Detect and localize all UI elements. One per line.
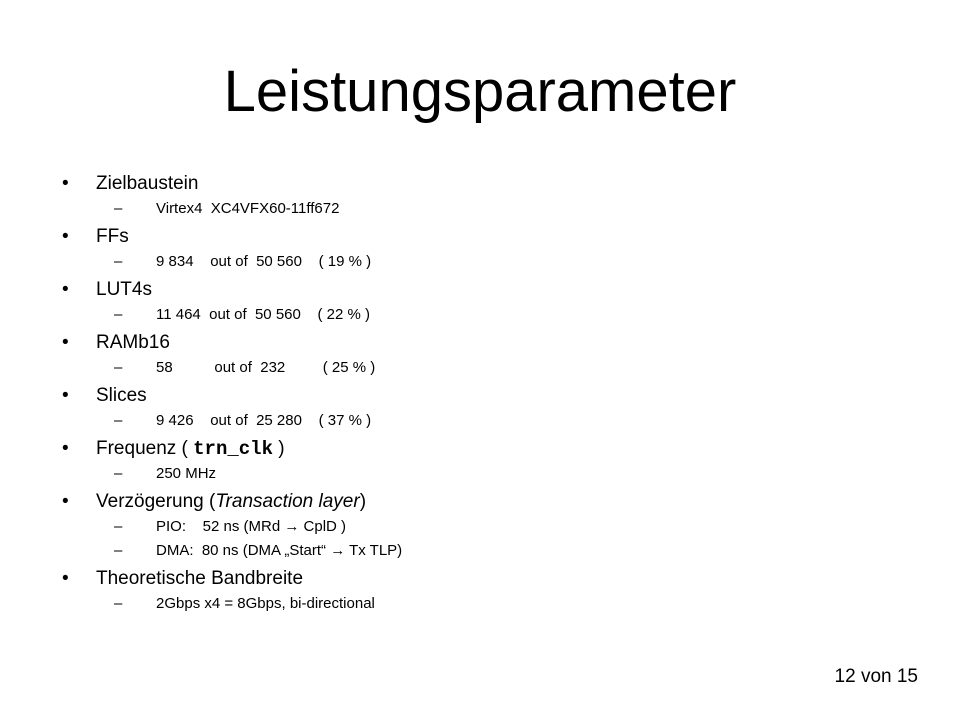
transaction-layer-label: Transaction layer: [215, 491, 360, 512]
sub-list: [96, 356, 402, 380]
bullet-label: [96, 438, 285, 459]
sub-item: – 9 426 out of 25 280 ( 37 % ): [114, 409, 402, 433]
bullet-item-verzoegerung: [62, 486, 402, 563]
bullet-item-frequenz: [62, 433, 402, 486]
sub-list: [96, 515, 402, 563]
bullet-list: [62, 168, 402, 616]
sub-item: – 58 out of 232 ( 25 % ): [114, 356, 402, 380]
bullet-label: RAMb16: [96, 332, 170, 353]
sub-list: [96, 462, 402, 486]
sub-list: [96, 409, 402, 433]
bullet-label: LUT4s: [96, 279, 152, 300]
sub-item: – DMA: 80 ns (DMA „Start“ → Tx TLP): [114, 539, 402, 563]
bullet-item-lut4s: [62, 274, 402, 327]
label-suffix: ): [359, 491, 367, 512]
bullet-label: FFs: [96, 226, 129, 247]
sub-item: – 11 464 out of 50 560 ( 22 % ): [114, 303, 402, 327]
bullet-label: Theoretische Bandbreite: [96, 568, 304, 589]
bullet-item-ramb16: [62, 327, 402, 380]
label-prefix: Verzögerung (: [96, 491, 216, 512]
label-prefix: Frequenz (: [96, 438, 194, 459]
sub-item: – 9 834 out of 50 560 ( 19 % ): [114, 250, 402, 274]
bullet-item-ffs: [62, 221, 402, 274]
bullet-label: Zielbaustein: [96, 173, 199, 194]
sub-list: [96, 303, 402, 327]
sub-list: [96, 250, 402, 274]
sub-item: – 2Gbps x4 = 8Gbps, bi-directional: [114, 592, 402, 616]
sub-item: – 250 MHz: [114, 462, 402, 486]
slide-title: Leistungsparameter: [223, 59, 737, 124]
page-number: 12 von 15: [834, 666, 918, 687]
bullet-item-zielbaustein: [62, 168, 402, 221]
label-suffix: ): [272, 438, 285, 459]
clock-signal-name: trn_clk: [193, 438, 273, 460]
sub-list: [96, 197, 402, 221]
bullet-label: [96, 491, 366, 512]
bullet-item-slices: [62, 380, 402, 433]
sub-list: [96, 592, 402, 616]
sub-item: – Virtex4 XC4VFX60-11ff672: [114, 197, 402, 221]
bullet-label: Slices: [96, 385, 147, 406]
bullet-item-bandbreite: [62, 563, 402, 616]
sub-item: – PIO: 52 ns (MRd → CplD ): [114, 515, 402, 539]
